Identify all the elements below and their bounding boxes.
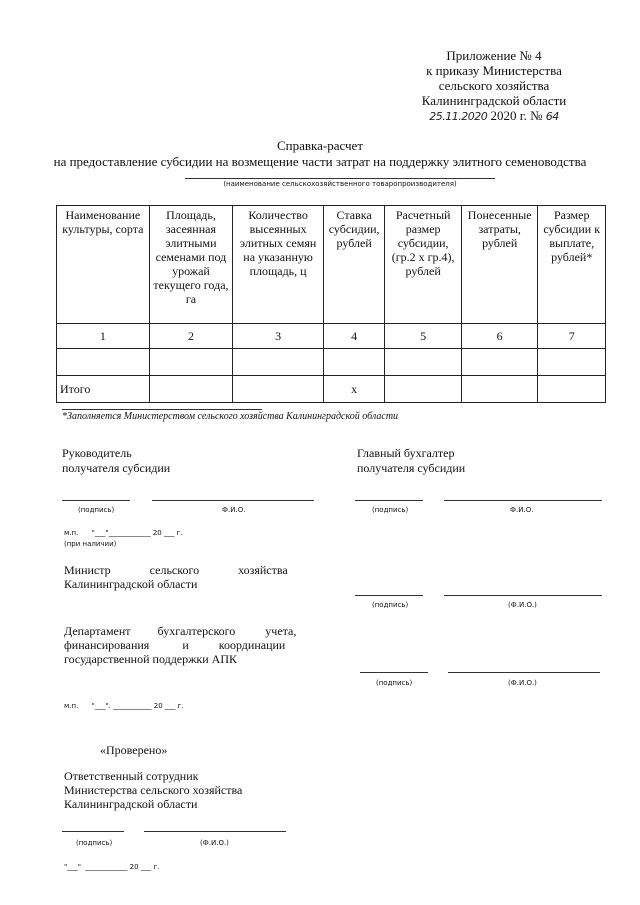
department-sign-caption: (подпись) (376, 679, 413, 687)
header-date-line (384, 108, 604, 124)
minister-fio-caption: (Ф.И.О.) (508, 601, 537, 609)
head-subtitle: получателя субсидии (62, 461, 171, 475)
table-cell[interactable] (149, 349, 233, 376)
header-cell-1: Наименование культуры, сорта (57, 206, 150, 324)
col-number: 7 (538, 324, 606, 349)
stamp-date: м.п. "___"____________ 20 ___ г. (64, 529, 183, 537)
minister-sign-line[interactable] (355, 595, 423, 596)
header-cell-5: Расчетный размер субсидии, (гр.2 х гр.4), рублей (385, 206, 462, 324)
header-cell-2: Площадь, засеянная элитными семенами под урожай текущего года, га (149, 206, 233, 324)
department-sign-line[interactable] (360, 672, 428, 673)
header-cell-6: Понесенные затраты, рублей (461, 206, 538, 324)
responsible-fio-line[interactable] (144, 831, 286, 832)
checked-label: «Проверено» (100, 743, 168, 757)
department-fio-caption: (Ф.И.О.) (508, 679, 537, 687)
header-cell-4: Ставка субсидии, рублей (323, 206, 384, 324)
calculation-table (56, 205, 606, 403)
recipient-caption: (наименование сельскохозяйственного товаропроизводителя) (223, 180, 457, 188)
responsible-fio-caption: (Ф.И.О.) (200, 839, 229, 847)
header-line-2: к приказу Министерства (426, 63, 562, 78)
table-cell[interactable] (233, 376, 324, 403)
department-stamp-date: м.п. "___". ___________ 20 ___ г. (64, 702, 184, 710)
accountant-sign-caption: (подпись) (372, 506, 409, 514)
col-number: 1 (57, 324, 150, 349)
head-title: Руководитель (62, 446, 132, 460)
department-line-2: финансирования и координации (64, 638, 286, 652)
responsible-line-3: Калининградской области (64, 797, 198, 811)
footnote-divider (62, 409, 262, 410)
total-x-mark: х (323, 376, 384, 403)
handwritten-date: 25.11.2020 (429, 110, 488, 123)
col-number: 4 (323, 324, 384, 349)
recipient-line (185, 178, 495, 179)
table-total-row (57, 376, 606, 403)
col-number: 3 (233, 324, 324, 349)
responsible-title: Ответственный сотрудник (64, 769, 199, 783)
head-sign-line[interactable] (62, 500, 130, 501)
responsible-date: "___" ____________ 20 ___ г. (64, 863, 160, 871)
accountant-fio-caption: Ф.И.О. (510, 506, 534, 514)
head-fio-line[interactable] (152, 500, 314, 501)
table-cell[interactable] (538, 349, 606, 376)
header-line-3: сельского хозяйства (438, 78, 550, 93)
department-line-3: государственной поддержки АПК (64, 652, 238, 666)
responsible-line-2: Министерства сельского хозяйства (64, 783, 243, 797)
department-title: Департамент бухгалтерского учета, (64, 624, 297, 638)
table-number-row (57, 324, 606, 349)
table-row (57, 349, 606, 376)
accountant-title: Главный бухгалтер (357, 446, 455, 460)
footnote: *Заполняется Министерством сельского хозяйства Калининградской области (62, 411, 399, 422)
header-line-4: Калининградской области (421, 93, 567, 108)
total-label: Итого (57, 376, 150, 403)
col-number: 6 (461, 324, 538, 349)
header-cell-7: Размер субсидии к выплате, рублей* (538, 206, 606, 324)
table-cell[interactable] (323, 349, 384, 376)
table-header-row (57, 206, 606, 324)
responsible-sign-caption: (подпись) (76, 839, 113, 847)
header-line-1: Приложение № 4 (446, 48, 542, 63)
responsible-sign-line[interactable] (62, 831, 124, 832)
accountant-fio-line[interactable] (444, 500, 602, 501)
document-subtitle: на предоставление субсидии на возмещение части затрат на поддержку элитного семеноводства (53, 154, 587, 169)
table-cell[interactable] (461, 376, 538, 403)
stamp-note: (при наличии) (64, 540, 117, 548)
col-number: 5 (385, 324, 462, 349)
table-cell[interactable] (57, 349, 150, 376)
table-cell[interactable] (538, 376, 606, 403)
table-cell[interactable] (385, 376, 462, 403)
minister-title: Министр сельского хозяйства (64, 563, 288, 577)
head-fio-caption: Ф.И.О. (222, 506, 246, 514)
minister-subtitle: Калининградской области (64, 577, 198, 591)
minister-fio-line[interactable] (444, 595, 602, 596)
department-fio-line[interactable] (448, 672, 600, 673)
accountant-subtitle: получателя субсидии (357, 461, 466, 475)
minister-sign-caption: (подпись) (372, 601, 409, 609)
table-cell[interactable] (149, 376, 233, 403)
handwritten-number: 64 (545, 110, 559, 123)
header-cell-3: Количество высеянных элитных семян на указанную площадь, ц (233, 206, 324, 324)
head-sign-caption: (подпись) (78, 506, 115, 514)
attachment-header (384, 48, 604, 124)
year-text: 2020 г. № (490, 108, 543, 123)
table-cell[interactable] (461, 349, 538, 376)
document-title: Справка-расчет (276, 138, 364, 153)
table-cell[interactable] (385, 349, 462, 376)
table-cell[interactable] (233, 349, 324, 376)
col-number: 2 (149, 324, 233, 349)
accountant-sign-line[interactable] (355, 500, 423, 501)
